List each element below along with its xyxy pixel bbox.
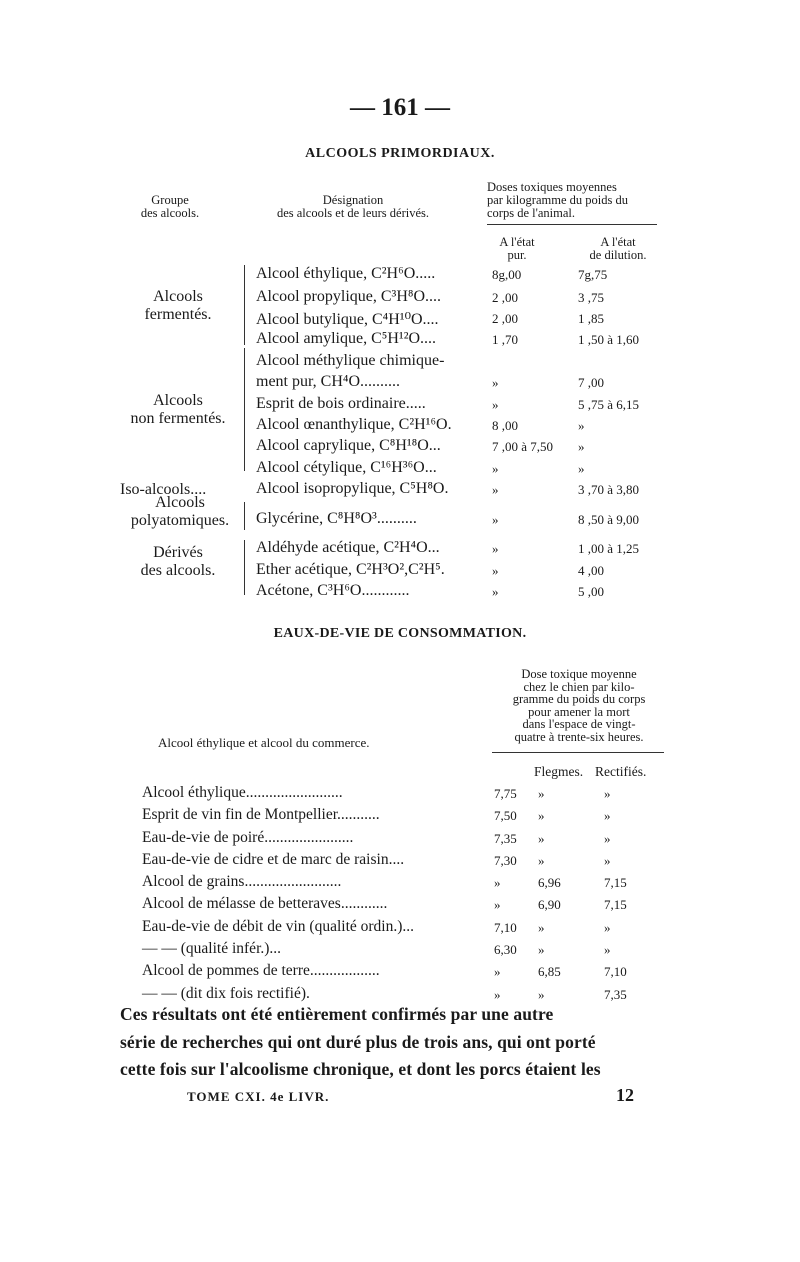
row-name: Alcool méthylique chimique-	[256, 352, 445, 369]
header-alcool-commerce: Alcool éthylique et alcool du commerce.	[158, 735, 370, 750]
header-doses: Doses toxiques moyennes par kilogramme du poids du corps de l'animal.	[487, 180, 628, 220]
paragraph-line: série de recherches qui ont duré plus de trois ans, qui ont porté	[120, 1032, 596, 1052]
row-dose-pure: »	[492, 482, 499, 497]
header-dilution: A l'état de dilution.	[589, 235, 647, 262]
row-dose-pure: 8 ,00	[492, 418, 518, 433]
row-dose-dilution: 1 ,85	[578, 311, 604, 326]
row-dose-dilution: 1 ,50 à 1,60	[578, 332, 640, 347]
row-dose-dilution: 3 ,75	[578, 290, 604, 305]
row-dose-dilution: 3 ,70 à 3,80	[578, 482, 640, 497]
row-dose-pure: »	[492, 397, 499, 412]
row-value: »	[538, 808, 545, 823]
row-name: Alcool cétylique, C¹⁶H³⁶O...	[256, 459, 437, 476]
row-value: 7,10	[604, 964, 627, 979]
row-name: Alcool isopropylique, C⁵H⁸O.	[256, 480, 449, 497]
row-dose-pure: 2 ,00	[492, 290, 518, 305]
row-value: »	[494, 897, 501, 912]
page-number: — 161 —	[350, 94, 450, 121]
footer-signature: 12	[616, 1085, 634, 1105]
header-pure: A l'état pur.	[499, 235, 535, 262]
row-value: 6,90	[538, 897, 561, 912]
row-value: 7,10	[494, 920, 517, 935]
row-value: »	[538, 853, 545, 868]
row-name: Aldéhyde acétique, C²H⁴O...	[256, 539, 440, 556]
row-name: Alcool œnanthylique, C²H¹⁶O.	[256, 416, 452, 433]
row-name: Esprit de bois ordinaire.....	[256, 395, 426, 412]
row-dose-pure: »	[492, 512, 499, 527]
brace	[244, 540, 245, 595]
header-rule	[487, 224, 657, 225]
header-dose-chien: Dose toxique moyenne chez le chien par kilo- gramme du poids du corps pour amener la mort dans l'espace de vingt- quatre à trente-six heures.	[512, 667, 646, 744]
row-dose-dilution: 7g,75	[578, 267, 608, 282]
group-label: Iso-alcools....	[120, 481, 207, 498]
row-dose-dilution: 5 ,00	[578, 584, 604, 599]
row-value: 7,35	[604, 987, 627, 1002]
row-name: Ether acétique, C²H³O²,C²H⁵.	[256, 561, 445, 578]
row-dose-pure: 2 ,00	[492, 311, 518, 326]
row-name: Alcool éthylique.........................	[142, 784, 343, 801]
header-group: Groupe des alcools.	[140, 193, 200, 220]
row-dose-pure: 7 ,00 à 7,50	[492, 439, 554, 454]
row-value: 6,30	[494, 942, 517, 957]
row-value: »	[538, 987, 545, 1002]
header-rule	[492, 752, 664, 753]
header-rectifies: Rectifiés.	[595, 764, 647, 779]
row-name: Alcool butylique, C⁴H¹⁰O....	[256, 311, 439, 328]
row-dose-dilution: 7 ,00	[578, 375, 604, 390]
row-value: »	[604, 853, 611, 868]
row-dose-pure: »	[492, 375, 499, 390]
row-value: »	[538, 920, 545, 935]
brace	[244, 265, 245, 345]
row-value: »	[604, 942, 611, 957]
row-dose-pure: »	[492, 461, 499, 476]
row-dose-dilution: »	[578, 439, 585, 454]
row-value: 7,50	[494, 808, 517, 823]
group-label: Alcools fermentés.	[144, 288, 212, 323]
row-name: Alcool de pommes de terre..................	[142, 962, 380, 979]
row-name: Alcool propylique, C³H⁸O....	[256, 288, 442, 305]
row-value: »	[604, 920, 611, 935]
row-value: »	[538, 942, 545, 957]
row-value: »	[538, 786, 545, 801]
row-value: 7,75	[494, 786, 517, 801]
row-value: 6,85	[538, 964, 561, 979]
footer-volume: TOME CXI. 4e LIVR.	[187, 1089, 330, 1104]
row-value: 7,15	[604, 875, 627, 890]
row-dose-pure: »	[492, 541, 499, 556]
row-name: Alcool éthylique, C²H⁶O.....	[256, 265, 436, 282]
row-dose-dilution: 8 ,50 à 9,00	[578, 512, 640, 527]
row-name: ment pur, CH⁴O..........	[256, 373, 401, 390]
brace	[244, 348, 245, 471]
row-name: Esprit de vin fin de Montpellier...........	[142, 806, 380, 823]
row-value: 7,30	[494, 853, 517, 868]
row-dose-pure: 1 ,70	[492, 332, 518, 347]
row-name: Acétone, C³H⁶O............	[256, 582, 410, 599]
row-value: 6,96	[538, 875, 561, 890]
row-name: — — (dit dix fois rectifié).	[142, 985, 310, 1002]
row-value: »	[538, 831, 545, 846]
row-dose-dilution: 4 ,00	[578, 563, 604, 578]
brace	[244, 502, 245, 530]
row-dose-dilution: »	[578, 461, 585, 476]
row-name: Alcool caprylique, C⁸H¹⁸O...	[256, 437, 441, 454]
row-name: Eau-de-vie de poiré.......................	[142, 829, 354, 846]
row-dose-pure: »	[492, 584, 499, 599]
row-value: »	[604, 808, 611, 823]
row-value: »	[604, 786, 611, 801]
row-dose-dilution: 1 ,00 à 1,25	[578, 541, 640, 556]
header-flegmes: Flegmes.	[534, 764, 584, 779]
row-dose-dilution: 5 ,75 à 6,15	[578, 397, 640, 412]
section-title-eaux-de-vie: EAUX-DE-VIE DE CONSOMMATION.	[273, 626, 527, 641]
row-dose-dilution: »	[578, 418, 585, 433]
group-label: Alcools non fermentés.	[130, 392, 226, 427]
row-value: »	[494, 987, 501, 1002]
row-name: Alcool amylique, C⁵H¹²O....	[256, 330, 437, 347]
row-name: Alcool de grains.........................	[142, 873, 342, 890]
row-value: »	[494, 964, 501, 979]
row-name: Eau-de-vie de débit de vin (qualité ordin.)...	[142, 918, 415, 935]
row-name: Eau-de-vie de cidre et de marc de raisin....	[142, 851, 405, 868]
paragraph-line: Ces résultats ont été entièrement confirmés par une autre	[120, 1004, 554, 1024]
group-label: Dérivés des alcools.	[140, 544, 216, 579]
row-value: »	[494, 875, 501, 890]
row-value: »	[604, 831, 611, 846]
section-title-primordial: ALCOOLS PRIMORDIAUX.	[305, 146, 495, 161]
row-value: 7,35	[494, 831, 517, 846]
group-label: Alcools polyatomiques.	[130, 494, 230, 529]
row-name: — — (qualité infér.)...	[142, 940, 282, 957]
row-name: Alcool de mélasse de betteraves............	[142, 895, 388, 912]
row-dose-pure: »	[492, 563, 499, 578]
row-name: Glycérine, C⁸H⁸O³..........	[256, 510, 417, 527]
paragraph-line: cette fois sur l'alcoolisme chronique, et dont les porcs étaient les	[120, 1059, 601, 1079]
header-designation: Désignation des alcools et de leurs dérivés.	[276, 193, 430, 220]
row-value: 7,15	[604, 897, 627, 912]
row-dose-pure: 8g,00	[492, 267, 522, 282]
